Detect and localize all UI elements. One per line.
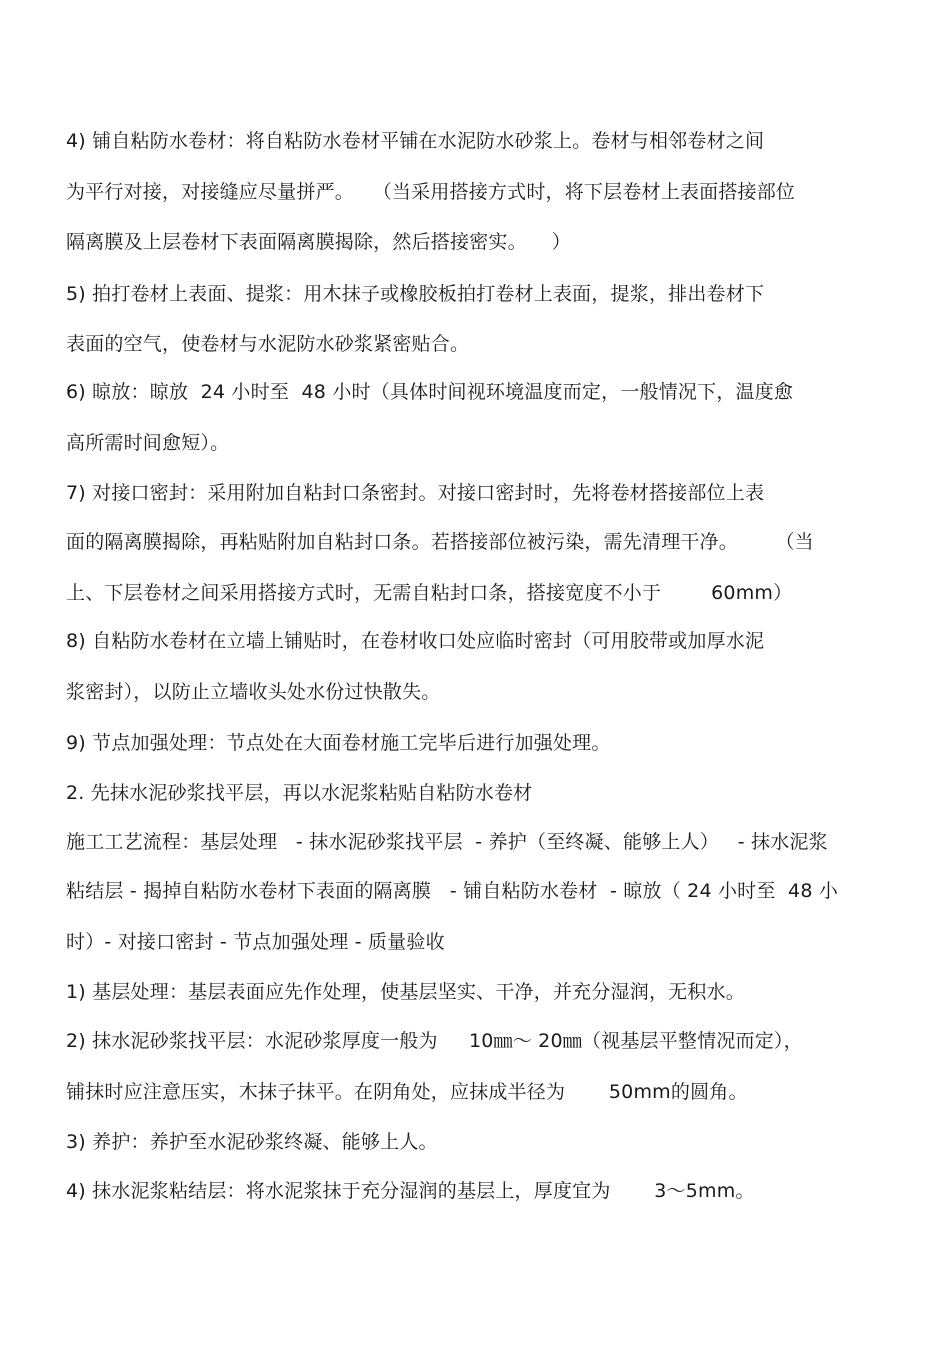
text-line: 6) 晾放：晾放 24 小时至 48 小时（具体时间视环境温度而定，一般情况下，温度愈 [66,381,794,403]
text-line: 表面的空气，使卷材与水泥防水砂浆紧密贴合。 [66,333,470,355]
text-line: 1) 基层处理：基层表面应先作处理，使基层坚实、干净，并充分湿润，无积水。 [66,981,745,1003]
text-line: 时）- 对接口密封 - 节点加强处理 - 质量验收 [66,931,445,953]
text-line: 8) 自粘防水卷材在立墙上铺贴时，在卷材收口处应临时密封（可用胶带或加厚水泥 [66,630,765,652]
text-line: 3) 养护：养护至水泥砂浆终凝、能够上人。 [66,1131,438,1153]
text-line: 7) 对接口密封：采用附加自粘封口条密封。对接口密封时，先将卷材搭接部位上表 [66,482,765,504]
text-line: 2) 抹水泥砂浆找平层：水泥砂浆厚度一般为 10㎜～ 20㎜（视基层平整情况而定）， [66,1030,803,1052]
text-line: 上、下层卷材之间采用搭接方式时，无需自粘封口条，搭接宽度不小于 60mm） [66,582,793,604]
text-line: 施工工艺流程：基层处理 - 抹水泥砂浆找平层 - 养护（至终凝、能够上人） - 抹水泥浆 [66,831,828,853]
text-line: 铺抹时应注意压实，木抹子抹平。在阴角处，应抹成半径为 50mm的圆角。 [66,1081,748,1103]
text-line: 5) 拍打卷材上表面、提浆：用木抹子或橡胶板拍打卷材上表面，提浆，排出卷材下 [66,283,765,305]
text-line: 4) 抹水泥浆粘结层：将水泥浆抹于充分湿润的基层上，厚度宜为 3～5mm。 [66,1180,755,1202]
text-line: 面的隔离膜揭除，再粘贴附加自粘封口条。若搭接部位被污染，需先清理干净。 （当 [66,531,814,553]
text-line: 4) 铺自粘防水卷材：将自粘防水卷材平铺在水泥防水砂浆上。卷材与相邻卷材之间 [66,130,765,152]
text-line: 9) 节点加强处理：节点处在大面卷材施工完毕后进行加强处理。 [66,732,611,754]
text-line: 浆密封），以防止立墙收头处水份过快散失。 [66,681,441,703]
text-line: 为平行对接，对接缝应尽量拼严。 （当采用搭接方式时，将下层卷材上表面搭接部位 [66,181,796,203]
text-line: 隔离膜及上层卷材下表面隔离膜揭除，然后搭接密实。 ） [66,231,571,253]
section-heading: 2. 先抹水泥砂浆找平层，再以水泥浆粘贴自粘防水卷材 [66,782,533,804]
text-line: 粘结层 - 揭掉自粘防水卷材下表面的隔离膜 - 铺自粘防水卷材 - 晾放（ 24 小时至 48 小 [66,880,839,902]
text-line: 高所需时间愈短）。 [66,432,230,454]
